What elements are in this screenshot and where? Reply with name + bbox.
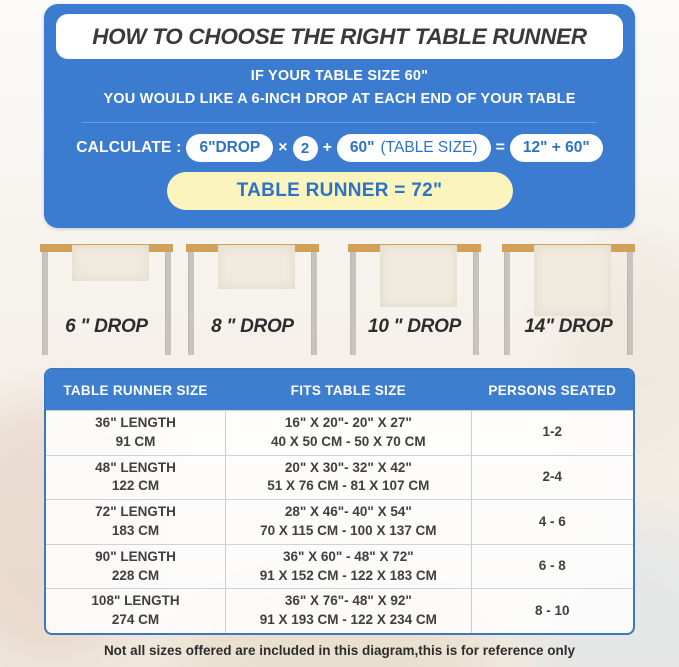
table-figure-6-drop xyxy=(40,240,173,365)
size-table xyxy=(44,368,635,635)
page-title: HOW TO CHOOSE THE RIGHT TABLE RUNNER xyxy=(92,23,587,49)
plus-operator: + xyxy=(322,139,332,156)
runner-size-cell: 90" LENGTH 228 CM xyxy=(95,548,176,583)
persons-cell: 2-4 xyxy=(542,468,563,484)
equals-operator: = xyxy=(495,139,505,156)
drop-label: 14" DROP xyxy=(524,316,613,337)
persons-cell: 6 - 8 xyxy=(538,558,566,574)
table-leg xyxy=(188,252,194,355)
sum-pill: 12" + 60" xyxy=(510,134,603,162)
runner-size-cell: 48" LENGTH 122 CM xyxy=(95,459,176,494)
table-runner xyxy=(380,245,457,307)
fits-table-cell: 28" X 46"- 40" X 54" 70 X 115 CM - 100 X 137 CM xyxy=(225,500,472,544)
runner-size-cell: 36" LENGTH 91 CM xyxy=(95,414,176,449)
persons-cell: 8 - 10 xyxy=(535,602,570,618)
table-size-value: 60" xyxy=(349,139,375,156)
result-pill xyxy=(167,172,513,210)
subtitle-line1: IF YOUR TABLE SIZE 60" xyxy=(250,68,429,84)
column-header-fits-table: FITS TABLE SIZE xyxy=(290,382,406,398)
table-row xyxy=(46,410,633,455)
subtitle-line2: YOU WOULD LIKE A 6-INCH DROP AT EACH END OF YOUR TABLE xyxy=(103,91,576,107)
multiply-operator: × xyxy=(278,139,288,156)
result-text: TABLE RUNNER = 72" xyxy=(236,180,443,201)
drop-label: 6 " DROP xyxy=(65,316,148,337)
table-figure-10-drop xyxy=(348,240,481,365)
table-size-note: (TABLE SIZE) xyxy=(380,139,478,156)
fits-table-cell: 36" X 76"- 48" X 92" 91 X 193 CM - 122 X 234 CM xyxy=(225,589,472,633)
fits-table-cell: 16" X 20"- 20" X 27" 40 X 50 CM - 50 X 70 CM xyxy=(225,411,472,455)
fits-table-cell: 36" X 60" - 48" X 72" 91 X 152 CM - 122 X 183 CM xyxy=(225,545,472,589)
runner-size-cell: 108" LENGTH 274 CM xyxy=(91,593,180,628)
table-figure-14-drop xyxy=(502,240,635,365)
table-runner xyxy=(218,245,295,289)
table-leg xyxy=(627,252,633,355)
runner-size-cell: 72" LENGTH 183 CM xyxy=(95,504,176,538)
fits-table-cell: 20" X 30"- 32" X 42" 51 X 76 CM - 81 X 107 CM xyxy=(225,456,472,500)
calculate-label: CALCULATE : xyxy=(76,139,182,156)
table-leg xyxy=(504,252,510,355)
drop-illustrations xyxy=(0,240,679,365)
column-header-runner-size: TABLE RUNNER SIZE xyxy=(63,382,208,398)
title-box xyxy=(56,14,623,59)
divider-line xyxy=(82,122,597,123)
drop-label: 8 " DROP xyxy=(211,316,294,337)
multiplier-badge: 2 xyxy=(293,136,318,161)
table-row xyxy=(46,499,633,544)
table-runner xyxy=(534,245,611,316)
header-panel xyxy=(44,4,635,228)
table-row xyxy=(46,588,633,633)
table-row xyxy=(46,544,633,589)
table-runner xyxy=(72,245,149,281)
table-leg xyxy=(42,252,48,355)
persons-cell: 1-2 xyxy=(542,424,563,440)
formula-row xyxy=(44,132,635,164)
table-row xyxy=(46,455,633,500)
drop-pill: 6"DROP xyxy=(186,134,273,162)
table-leg xyxy=(350,252,356,355)
drop-label: 10 " DROP xyxy=(368,316,461,337)
table-leg xyxy=(165,252,171,355)
column-header-persons: PERSONS SEATED xyxy=(488,382,617,398)
table-leg xyxy=(311,252,317,355)
table-figure-8-drop xyxy=(186,240,319,365)
table-size-pill xyxy=(337,134,491,162)
persons-cell: 4 - 6 xyxy=(538,513,566,529)
table-leg xyxy=(473,252,479,355)
disclaimer-note: Not all sizes offered are included in this diagram,this is for reference only xyxy=(103,643,576,658)
size-table-header xyxy=(46,370,633,410)
